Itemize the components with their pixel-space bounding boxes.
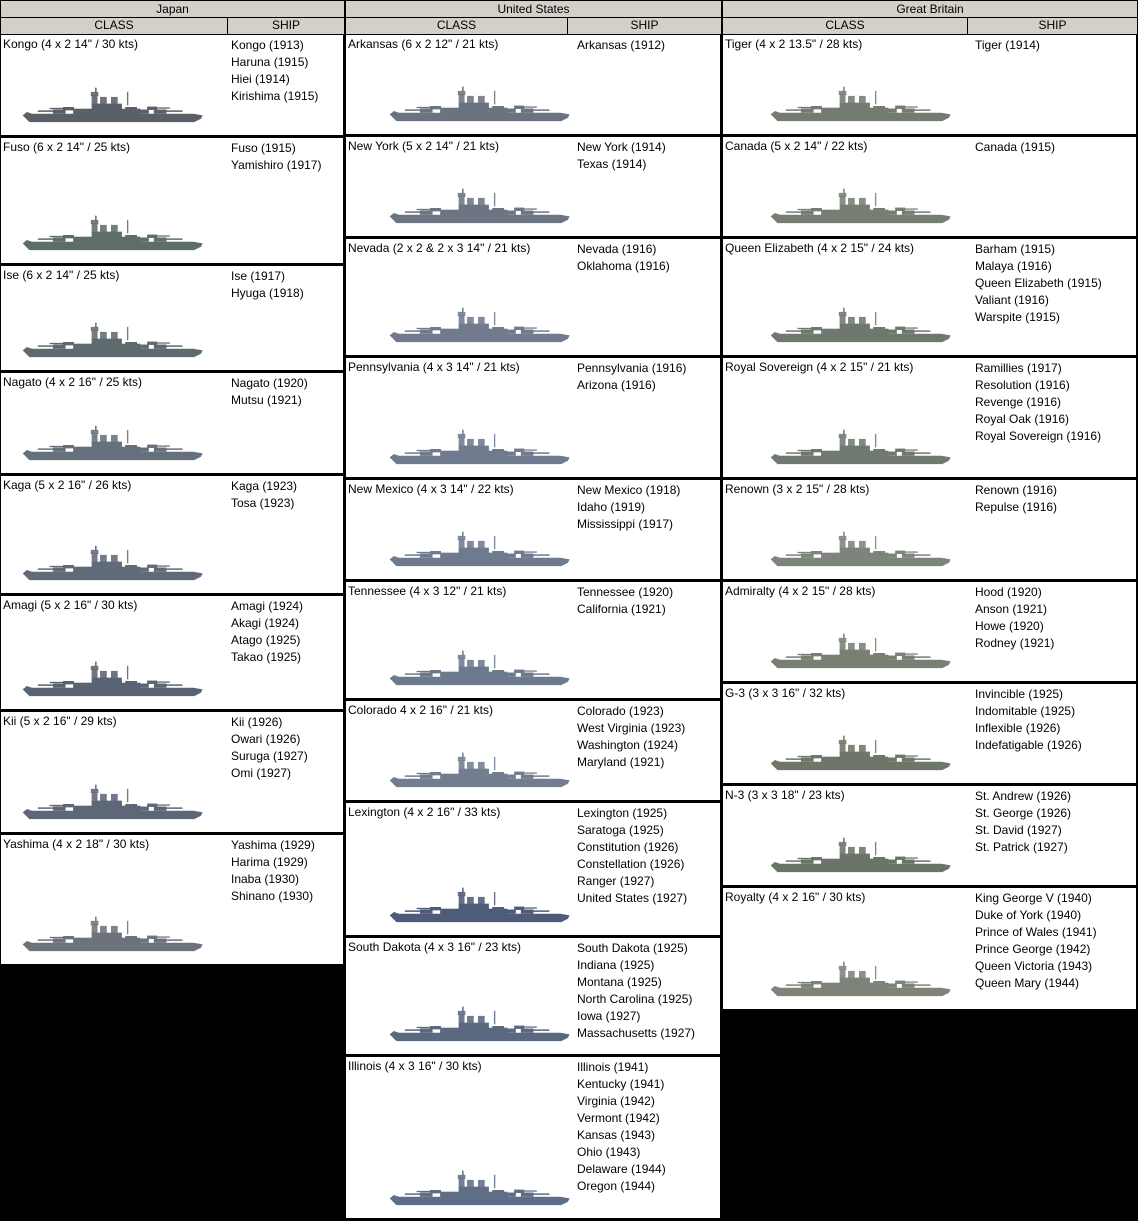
class-row-yashima bbox=[0, 835, 345, 967]
ship-name-entry: Washington (1924) bbox=[577, 738, 678, 752]
ship-name-entry: Massachusetts (1927) bbox=[577, 1026, 696, 1040]
ship-name-entry: St. George (1926) bbox=[975, 806, 1072, 820]
ship-name-entry: West Virginia (1923) bbox=[577, 721, 686, 735]
ship-name-entry: Tennessee (1920) bbox=[577, 585, 674, 599]
class-column-header: CLASS bbox=[345, 18, 568, 35]
ship-name-entry: Warspite (1915) bbox=[975, 310, 1060, 324]
ship-name-list bbox=[231, 268, 304, 302]
ship-name-entry: Kentucky (1941) bbox=[577, 1077, 665, 1091]
ship-name-entry: Arizona (1916) bbox=[577, 378, 656, 392]
battleship-silhouette-icon bbox=[769, 86, 954, 126]
ship-name-entry: Yamishiro (1917) bbox=[231, 158, 322, 172]
battleship-silhouette-icon bbox=[21, 215, 206, 255]
class-column-header: CLASS bbox=[722, 18, 968, 35]
class-spec-label: Lexington (4 x 2 16" / 33 kts) bbox=[348, 805, 501, 819]
ship-name-entry: Indomitable (1925) bbox=[975, 704, 1076, 718]
battleship-silhouette-icon bbox=[769, 633, 954, 673]
ship-name-entry: Prince George (1942) bbox=[975, 942, 1091, 956]
ship-name-list bbox=[975, 360, 1101, 445]
ship-name-entry: Royal Sovereign (1916) bbox=[975, 429, 1102, 443]
class-row-arkansas bbox=[345, 35, 722, 137]
battleship-silhouette-icon bbox=[21, 545, 206, 585]
ship-name-entry: Yashima (1929) bbox=[231, 838, 315, 852]
class-row-g-3 bbox=[722, 684, 1138, 786]
country-column-great-britain bbox=[722, 0, 1138, 1012]
ship-name-entry: Fuso (1915) bbox=[231, 141, 296, 155]
battleship-silhouette-icon bbox=[388, 650, 573, 690]
ship-name-entry: Texas (1914) bbox=[577, 157, 647, 171]
ship-name-entry: Valiant (1916) bbox=[975, 293, 1049, 307]
ship-name-entry: Royal Oak (1916) bbox=[975, 412, 1070, 426]
ship-name-list bbox=[975, 139, 1055, 156]
class-spec-label: South Dakota (4 x 3 16" / 23 kts) bbox=[348, 940, 522, 954]
ship-name-entry: Revenge (1916) bbox=[975, 395, 1062, 409]
ship-name-entry: Atago (1925) bbox=[231, 633, 301, 647]
battleship-silhouette-icon bbox=[769, 429, 954, 469]
ship-name-entry: United States (1927) bbox=[577, 891, 688, 905]
ship-name-entry: Queen Victoria (1943) bbox=[975, 959, 1093, 973]
class-spec-label: Amagi (5 x 2 16" / 30 kts) bbox=[3, 598, 138, 612]
class-row-n-3 bbox=[722, 786, 1138, 888]
ship-name-entry: California (1921) bbox=[577, 602, 666, 616]
ship-name-entry: King George V (1940) bbox=[975, 891, 1092, 905]
class-spec-label: New York (5 x 2 14" / 21 kts) bbox=[348, 139, 499, 153]
ship-name-list bbox=[975, 241, 1102, 326]
class-spec-label: G-3 (3 x 3 16" / 32 kts) bbox=[725, 686, 846, 700]
battleship-silhouette-icon bbox=[388, 531, 573, 571]
battleship-silhouette-icon bbox=[769, 837, 954, 877]
ship-name-list bbox=[975, 37, 1040, 54]
ship-name-entry: Kansas (1943) bbox=[577, 1128, 656, 1142]
class-row-colorado-4-x-2-16-21-kts bbox=[345, 701, 722, 803]
ship-name-entry: Kii (1926) bbox=[231, 715, 283, 729]
ship-column-header: SHIP bbox=[968, 18, 1138, 35]
class-row-kii bbox=[0, 712, 345, 835]
ship-name-entry: Harima (1929) bbox=[231, 855, 308, 869]
class-row-tiger bbox=[722, 35, 1138, 137]
ship-name-entry: Maryland (1921) bbox=[577, 755, 665, 769]
ship-name-entry: Queen Mary (1944) bbox=[975, 976, 1080, 990]
class-spec-label: Nevada (2 x 2 & 2 x 3 14" / 21 kts) bbox=[348, 241, 531, 255]
class-spec-label: Ise (6 x 2 14" / 25 kts) bbox=[3, 268, 120, 282]
class-spec-label: N-3 (3 x 3 18" / 23 kts) bbox=[725, 788, 845, 802]
battleship-silhouette-icon bbox=[388, 887, 573, 927]
ship-name-list bbox=[231, 37, 318, 105]
battleship-silhouette-icon bbox=[388, 307, 573, 347]
class-column-header: CLASS bbox=[0, 18, 228, 35]
ship-name-list bbox=[577, 37, 665, 54]
class-row-new-mexico bbox=[345, 480, 722, 582]
column-subheader bbox=[722, 18, 1138, 35]
class-spec-label: Tennessee (4 x 3 12" / 21 kts) bbox=[348, 584, 507, 598]
ship-name-entry: Mississippi (1917) bbox=[577, 517, 674, 531]
battleship-silhouette-icon bbox=[388, 1006, 573, 1046]
ship-name-entry: St. David (1927) bbox=[975, 823, 1062, 837]
ship-name-entry: Shinano (1930) bbox=[231, 889, 314, 903]
class-spec-label: Canada (5 x 2 14" / 22 kts) bbox=[725, 139, 868, 153]
class-spec-label: Royal Sovereign (4 x 2 15" / 21 kts) bbox=[725, 360, 914, 374]
ship-name-list bbox=[231, 837, 315, 905]
ship-name-entry: St. Patrick (1927) bbox=[975, 840, 1068, 854]
class-row-ise bbox=[0, 266, 345, 373]
battleship-silhouette-icon bbox=[21, 87, 206, 127]
ship-name-entry: Repulse (1916) bbox=[975, 500, 1058, 514]
ship-name-entry: Omi (1927) bbox=[231, 766, 292, 780]
class-spec-label: Tiger (4 x 2 13.5" / 28 kts) bbox=[725, 37, 863, 51]
class-row-nagato bbox=[0, 373, 345, 476]
class-row-tennessee bbox=[345, 582, 722, 701]
ship-name-entry: Ramillies (1917) bbox=[975, 361, 1062, 375]
ship-name-entry: Invincible (1925) bbox=[975, 687, 1064, 701]
ship-name-entry: Kirishima (1915) bbox=[231, 89, 319, 103]
class-spec-label: Arkansas (6 x 2 12" / 21 kts) bbox=[348, 37, 499, 51]
ship-name-entry: Mutsu (1921) bbox=[231, 393, 302, 407]
battleship-silhouette-icon bbox=[21, 661, 206, 701]
ship-name-entry: Ranger (1927) bbox=[577, 874, 655, 888]
ship-name-entry: Vermont (1942) bbox=[577, 1111, 660, 1125]
battleship-silhouette-icon bbox=[769, 735, 954, 775]
battleship-silhouette-icon bbox=[21, 916, 206, 956]
ship-name-entry: Ise (1917) bbox=[231, 269, 286, 283]
ship-name-entry: Owari (1926) bbox=[231, 732, 301, 746]
ship-name-list bbox=[975, 788, 1071, 856]
ship-name-entry: Kaga (1923) bbox=[231, 479, 298, 493]
ship-name-list bbox=[577, 241, 670, 275]
ship-name-entry: Montana (1925) bbox=[577, 975, 662, 989]
ship-name-entry: Ohio (1943) bbox=[577, 1145, 641, 1159]
class-row-new-york bbox=[345, 137, 722, 239]
ship-name-list bbox=[577, 1059, 666, 1195]
ship-name-list bbox=[231, 714, 308, 782]
ship-name-list bbox=[975, 584, 1054, 652]
ship-name-entry: Anson (1921) bbox=[975, 602, 1048, 616]
ship-name-entry: Inaba (1930) bbox=[231, 872, 300, 886]
ship-name-list bbox=[577, 703, 685, 771]
class-spec-label: Queen Elizabeth (4 x 2 15" / 24 kts) bbox=[725, 241, 915, 255]
battleship-silhouette-icon bbox=[388, 1170, 573, 1210]
class-row-kaga bbox=[0, 476, 345, 596]
ship-name-entry: Constitution (1926) bbox=[577, 840, 679, 854]
country-header: Great Britain bbox=[722, 0, 1138, 18]
ship-name-entry: Howe (1920) bbox=[975, 619, 1044, 633]
ship-name-entry: Akagi (1924) bbox=[231, 616, 300, 630]
class-spec-label: Admiralty (4 x 2 15" / 28 kts) bbox=[725, 584, 876, 598]
ship-name-entry: Hiei (1914) bbox=[231, 72, 290, 86]
country-header: Japan bbox=[0, 0, 345, 18]
class-row-south-dakota bbox=[345, 938, 722, 1057]
column-subheader bbox=[0, 18, 345, 35]
ship-name-list bbox=[975, 482, 1057, 516]
battleship-silhouette-icon bbox=[21, 322, 206, 362]
ship-name-list bbox=[577, 139, 666, 173]
ship-name-list bbox=[577, 584, 673, 618]
ship-name-entry: Lexington (1925) bbox=[577, 806, 668, 820]
ship-name-entry: Hyuga (1918) bbox=[231, 286, 304, 300]
ship-name-list bbox=[231, 478, 297, 512]
class-row-royal-sovereign bbox=[722, 358, 1138, 480]
battleship-silhouette-icon bbox=[388, 429, 573, 469]
battleship-silhouette-icon bbox=[21, 784, 206, 824]
ship-name-entry: Idaho (1919) bbox=[577, 500, 646, 514]
battleship-silhouette-icon bbox=[21, 425, 206, 465]
ship-name-entry: Suruga (1927) bbox=[231, 749, 308, 763]
battleship-silhouette-icon bbox=[769, 961, 954, 1001]
class-spec-label: Kongo (4 x 2 14" / 30 kts) bbox=[3, 37, 138, 51]
ship-name-entry: Prince of Wales (1941) bbox=[975, 925, 1097, 939]
class-spec-label: Kaga (5 x 2 16" / 26 kts) bbox=[3, 478, 132, 492]
class-spec-label: Illinois (4 x 3 16" / 30 kts) bbox=[348, 1059, 482, 1073]
class-spec-label: Yashima (4 x 2 18" / 30 kts) bbox=[3, 837, 150, 851]
battleship-silhouette-icon bbox=[388, 188, 573, 228]
ship-name-entry: Tosa (1923) bbox=[231, 496, 295, 510]
ship-name-entry: Tiger (1914) bbox=[975, 38, 1040, 52]
ship-name-entry: North Carolina (1925) bbox=[577, 992, 693, 1006]
ship-name-list bbox=[231, 598, 303, 666]
ship-name-entry: Colorado (1923) bbox=[577, 704, 664, 718]
ship-name-entry: South Dakota (1925) bbox=[577, 941, 688, 955]
ship-name-entry: Oregon (1944) bbox=[577, 1179, 656, 1193]
ship-name-entry: New York (1914) bbox=[577, 140, 666, 154]
ship-name-entry: Barham (1915) bbox=[975, 242, 1056, 256]
class-row-renown bbox=[722, 480, 1138, 582]
ship-name-entry: Pennsylvania (1916) bbox=[577, 361, 687, 375]
class-spec-label: Fuso (6 x 2 14" / 25 kts) bbox=[3, 140, 130, 154]
battleship-silhouette-icon bbox=[769, 307, 954, 347]
ship-name-entry: Kongo (1913) bbox=[231, 38, 304, 52]
ship-name-list bbox=[577, 940, 695, 1042]
country-column-japan bbox=[0, 0, 345, 967]
ship-name-entry: New Mexico (1918) bbox=[577, 483, 681, 497]
class-row-nevada bbox=[345, 239, 722, 358]
ship-name-entry: Arkansas (1912) bbox=[577, 38, 666, 52]
country-column-united-states bbox=[345, 0, 722, 1221]
ship-name-entry: Resolution (1916) bbox=[975, 378, 1070, 392]
class-row-lexington bbox=[345, 803, 722, 938]
ship-name-list bbox=[975, 686, 1082, 754]
ship-name-list bbox=[231, 375, 308, 409]
battleship-silhouette-icon bbox=[769, 531, 954, 571]
ship-name-entry: Amagi (1924) bbox=[231, 599, 304, 613]
ship-name-list bbox=[577, 482, 680, 533]
ship-name-entry: Saratoga (1925) bbox=[577, 823, 664, 837]
ship-name-entry: Indiana (1925) bbox=[577, 958, 655, 972]
ship-name-entry: Oklahoma (1916) bbox=[577, 259, 670, 273]
ship-name-entry: Rodney (1921) bbox=[975, 636, 1055, 650]
ship-name-entry: Iowa (1927) bbox=[577, 1009, 641, 1023]
class-row-pennsylvania bbox=[345, 358, 722, 480]
battleship-silhouette-icon bbox=[388, 86, 573, 126]
battleship-silhouette-icon bbox=[769, 188, 954, 228]
class-row-amagi bbox=[0, 596, 345, 712]
class-spec-label: Renown (3 x 2 15" / 28 kts) bbox=[725, 482, 870, 496]
class-row-kongo bbox=[0, 35, 345, 138]
class-row-admiralty bbox=[722, 582, 1138, 684]
ship-name-entry: Delaware (1944) bbox=[577, 1162, 666, 1176]
class-row-fuso bbox=[0, 138, 345, 266]
ship-name-list bbox=[231, 140, 321, 174]
ship-name-list bbox=[577, 805, 687, 907]
ship-name-entry: Nagato (1920) bbox=[231, 376, 308, 390]
class-spec-label: Nagato (4 x 2 16" / 25 kts) bbox=[3, 375, 142, 389]
ship-name-entry: Illinois (1941) bbox=[577, 1060, 649, 1074]
country-header: United States bbox=[345, 0, 722, 18]
ship-column-header: SHIP bbox=[228, 18, 345, 35]
class-spec-label: Colorado 4 x 2 16" / 21 kts) bbox=[348, 703, 494, 717]
class-spec-label: Kii (5 x 2 16" / 29 kts) bbox=[3, 714, 117, 728]
ship-column-header: SHIP bbox=[568, 18, 722, 35]
class-spec-label: New Mexico (4 x 3 14" / 22 kts) bbox=[348, 482, 514, 496]
ship-name-entry: Inflexible (1926) bbox=[975, 721, 1061, 735]
ship-name-entry: Virginia (1942) bbox=[577, 1094, 655, 1108]
ship-name-list bbox=[975, 890, 1097, 992]
ship-name-entry: Takao (1925) bbox=[231, 650, 302, 664]
ship-name-entry: Duke of York (1940) bbox=[975, 908, 1082, 922]
class-row-royalty bbox=[722, 888, 1138, 1012]
ship-name-entry: Nevada (1916) bbox=[577, 242, 657, 256]
column-subheader bbox=[345, 18, 722, 35]
class-spec-label: Royalty (4 x 2 16" / 30 kts) bbox=[725, 890, 866, 904]
ship-name-entry: Indefatigable (1926) bbox=[975, 738, 1082, 752]
ship-name-list bbox=[577, 360, 686, 394]
ship-name-entry: Haruna (1915) bbox=[231, 55, 309, 69]
class-row-queen-elizabeth bbox=[722, 239, 1138, 358]
ship-name-entry: Renown (1916) bbox=[975, 483, 1058, 497]
ship-name-entry: Canada (1915) bbox=[975, 140, 1056, 154]
battleship-silhouette-icon bbox=[388, 752, 573, 792]
ship-name-entry: Queen Elizabeth (1915) bbox=[975, 276, 1102, 290]
class-spec-label: Pennsylvania (4 x 3 14" / 21 kts) bbox=[348, 360, 520, 374]
ship-name-entry: Hood (1920) bbox=[975, 585, 1042, 599]
ship-name-entry: St. Andrew (1926) bbox=[975, 789, 1072, 803]
ship-name-entry: Malaya (1916) bbox=[975, 259, 1052, 273]
class-row-illinois bbox=[345, 1057, 722, 1221]
ship-name-entry: Constellation (1926) bbox=[577, 857, 685, 871]
class-row-canada bbox=[722, 137, 1138, 239]
